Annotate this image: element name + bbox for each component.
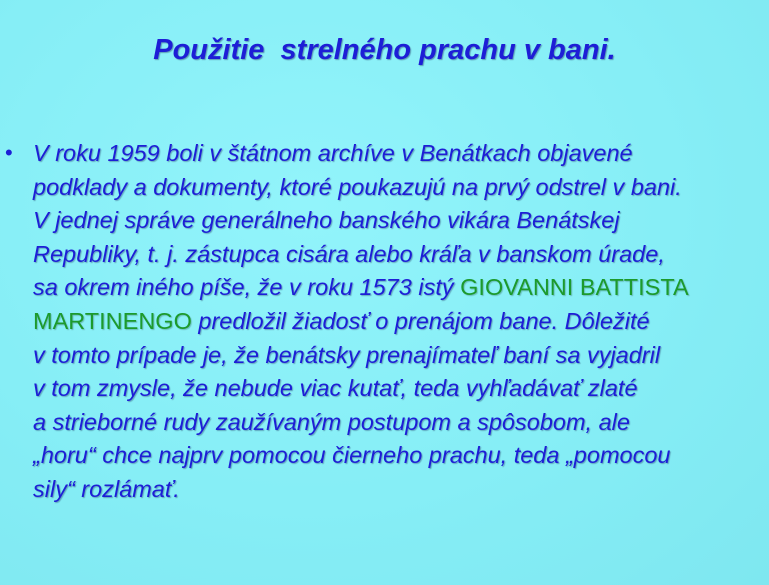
bullet-paragraph xyxy=(33,137,761,507)
highlighted-name-part-2: MARTINENGO xyxy=(33,307,192,334)
text-line: V jednej správe generálneho banského vikára Benátskej xyxy=(33,207,620,234)
slide-title: Použitie strelného prachu v bani. xyxy=(153,34,616,66)
highlighted-name-part-1: GIOVANNI BATTISTA xyxy=(460,274,689,301)
text-line: a strieborné rudy zaužívaným postupom a spôsobom, ale xyxy=(33,408,630,435)
text-line: „horu“ chce najprv pomocou čierneho prachu, teda „pomocou xyxy=(33,442,671,469)
text-line: podklady a dokumenty, ktoré poukazujú na prvý odstrel v bani. xyxy=(33,173,682,200)
text-line: V roku 1959 boli v štátnom archíve v Benátkach objavené xyxy=(33,140,633,166)
text-line-with-name xyxy=(33,305,761,339)
bullet-marker: • xyxy=(5,140,13,165)
text-line: v tom zmysle, že nebude viac kutať, teda vyhľadávať zlaté xyxy=(33,375,638,402)
text-line-with-name xyxy=(33,271,761,305)
text-line: sily“ rozlámať. xyxy=(33,475,180,502)
text-segment: predložil žiadosť o prenájom bane. Dôležité xyxy=(191,307,650,334)
text-line: Republiky, t. j. zástupca cisára alebo kráľa v banskom úrade, xyxy=(33,240,665,267)
text-line: v tomto prípade je, že benátsky prenajímateľ baní sa vyjadril xyxy=(33,341,661,368)
text-segment: sa okrem iného píše, že v roku 1573 istý xyxy=(33,274,461,301)
